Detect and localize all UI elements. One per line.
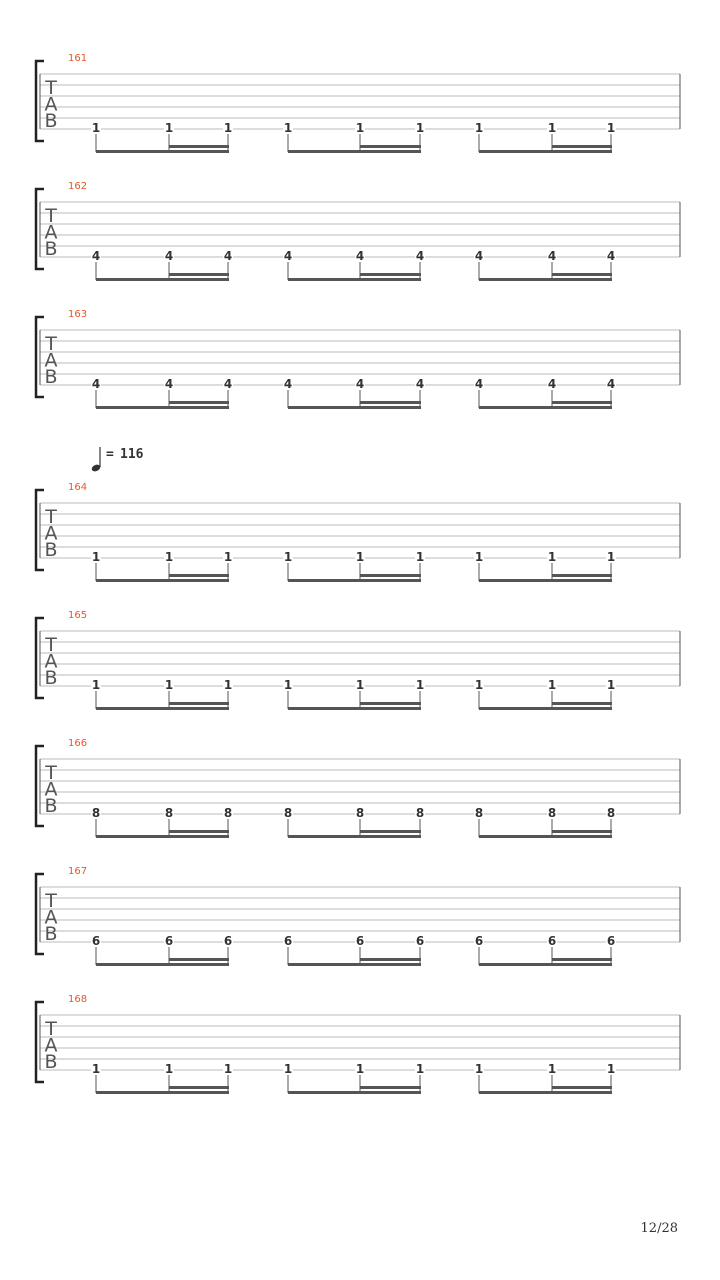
eighth-beam bbox=[96, 406, 229, 409]
fret-number: 4 bbox=[606, 249, 616, 263]
fret-number: 1 bbox=[164, 121, 174, 135]
tab-clef-letter: B bbox=[44, 923, 58, 945]
eighth-beam bbox=[479, 835, 612, 838]
fret-number: 4 bbox=[415, 249, 425, 263]
fret-number: 1 bbox=[91, 678, 101, 692]
tab-system bbox=[36, 738, 680, 838]
fret-number: 1 bbox=[91, 121, 101, 135]
fret-number: 1 bbox=[474, 1062, 484, 1076]
quarter-note-icon bbox=[91, 447, 102, 473]
eighth-beam bbox=[96, 1091, 229, 1094]
sixteenth-beam bbox=[360, 1086, 421, 1089]
fret-number: 1 bbox=[606, 121, 616, 135]
sixteenth-beam bbox=[360, 574, 421, 577]
fret-number: 4 bbox=[283, 249, 293, 263]
bar-number: 161 bbox=[68, 53, 88, 64]
eighth-beam bbox=[479, 278, 612, 281]
sixteenth-beam bbox=[552, 574, 612, 577]
fret-number: 1 bbox=[223, 1062, 233, 1076]
fret-number: 8 bbox=[223, 806, 233, 820]
tab-clef-letter: A bbox=[44, 650, 58, 673]
sixteenth-beam bbox=[360, 145, 421, 148]
eighth-beam bbox=[288, 963, 421, 966]
tab-clef-letter: A bbox=[44, 778, 58, 801]
fret-number: 1 bbox=[164, 550, 174, 564]
fret-number: 8 bbox=[547, 806, 557, 820]
sixteenth-beam bbox=[360, 830, 421, 833]
fret-number: 1 bbox=[547, 678, 557, 692]
fret-number: 6 bbox=[415, 934, 425, 948]
fret-number: 8 bbox=[474, 806, 484, 820]
fret-number: 6 bbox=[355, 934, 365, 948]
tab-clef-letter: A bbox=[44, 93, 58, 116]
fret-number: 4 bbox=[547, 377, 557, 391]
fret-number: 6 bbox=[606, 934, 616, 948]
tab-clef-letter: A bbox=[44, 221, 58, 244]
tab-clef-letter: B bbox=[44, 795, 58, 817]
fret-number: 4 bbox=[91, 249, 101, 263]
sixteenth-beam bbox=[169, 958, 229, 961]
eighth-beam bbox=[96, 579, 229, 582]
fret-number: 1 bbox=[474, 550, 484, 564]
sixteenth-beam bbox=[169, 574, 229, 577]
sixteenth-beam bbox=[552, 830, 612, 833]
fret-number: 6 bbox=[283, 934, 293, 948]
tab-system bbox=[36, 994, 680, 1094]
sixteenth-beam bbox=[169, 273, 229, 276]
tab-clef-letter: T bbox=[45, 890, 57, 912]
fret-number: 1 bbox=[283, 678, 293, 692]
tab-clef-letter: B bbox=[44, 1051, 58, 1073]
fret-number: 1 bbox=[606, 678, 616, 692]
page-number: 12/28 bbox=[640, 1221, 678, 1236]
eighth-beam bbox=[96, 278, 229, 281]
tab-clef-letter: A bbox=[44, 349, 58, 372]
sixteenth-beam bbox=[360, 702, 421, 705]
eighth-beam bbox=[96, 963, 229, 966]
eighth-beam bbox=[479, 150, 612, 153]
fret-number: 1 bbox=[606, 1062, 616, 1076]
eighth-beam bbox=[288, 406, 421, 409]
tab-clef-letter: B bbox=[44, 539, 58, 561]
fret-number: 1 bbox=[164, 678, 174, 692]
tab-clef-letter: T bbox=[45, 77, 57, 99]
tab-system bbox=[36, 482, 680, 582]
fret-number: 1 bbox=[415, 1062, 425, 1076]
tab-clef-letter: T bbox=[45, 1018, 57, 1040]
fret-number: 4 bbox=[474, 377, 484, 391]
fret-number: 1 bbox=[223, 121, 233, 135]
sixteenth-beam bbox=[552, 401, 612, 404]
fret-number: 4 bbox=[223, 377, 233, 391]
bar-number: 162 bbox=[68, 181, 88, 192]
bar-number: 167 bbox=[68, 866, 88, 877]
fret-number: 1 bbox=[223, 550, 233, 564]
fret-number: 6 bbox=[91, 934, 101, 948]
tab-system bbox=[36, 610, 680, 710]
bar-number: 168 bbox=[68, 994, 88, 1005]
sixteenth-beam bbox=[169, 145, 229, 148]
fret-number: 1 bbox=[91, 550, 101, 564]
fret-number: 1 bbox=[355, 1062, 365, 1076]
sixteenth-beam bbox=[169, 1086, 229, 1089]
bar-number: 164 bbox=[68, 482, 88, 493]
bar-number: 165 bbox=[68, 610, 88, 621]
fret-number: 8 bbox=[355, 806, 365, 820]
fret-number: 4 bbox=[283, 377, 293, 391]
sixteenth-beam bbox=[552, 273, 612, 276]
tab-clef-letter: A bbox=[44, 522, 58, 545]
sixteenth-beam bbox=[360, 401, 421, 404]
fret-number: 6 bbox=[474, 934, 484, 948]
eighth-beam bbox=[479, 1091, 612, 1094]
tab-clef-letter: B bbox=[44, 366, 58, 388]
fret-number: 8 bbox=[283, 806, 293, 820]
fret-number: 4 bbox=[547, 249, 557, 263]
fret-number: 4 bbox=[164, 249, 174, 263]
tab-clef-letter: T bbox=[45, 634, 57, 656]
eighth-beam bbox=[479, 707, 612, 710]
tab-system bbox=[36, 866, 680, 966]
fret-number: 1 bbox=[415, 550, 425, 564]
eighth-beam bbox=[288, 1091, 421, 1094]
fret-number: 1 bbox=[415, 121, 425, 135]
sixteenth-beam bbox=[169, 830, 229, 833]
eighth-beam bbox=[288, 150, 421, 153]
tempo-value: 116 bbox=[120, 447, 144, 462]
eighth-beam bbox=[288, 707, 421, 710]
fret-number: 1 bbox=[606, 550, 616, 564]
tab-clef-letter: B bbox=[44, 110, 58, 132]
sixteenth-beam bbox=[360, 958, 421, 961]
eighth-beam bbox=[479, 406, 612, 409]
tab-clef-letter: B bbox=[44, 238, 58, 260]
eighth-beam bbox=[96, 150, 229, 153]
fret-number: 1 bbox=[415, 678, 425, 692]
fret-number: 1 bbox=[283, 550, 293, 564]
tab-clef-letter: T bbox=[45, 205, 57, 227]
tempo-marking bbox=[91, 447, 144, 473]
fret-number: 6 bbox=[547, 934, 557, 948]
bar-number: 163 bbox=[68, 309, 88, 320]
sixteenth-beam bbox=[552, 958, 612, 961]
eighth-beam bbox=[288, 278, 421, 281]
fret-number: 8 bbox=[415, 806, 425, 820]
eighth-beam bbox=[96, 707, 229, 710]
fret-number: 4 bbox=[91, 377, 101, 391]
fret-number: 6 bbox=[223, 934, 233, 948]
fret-number: 1 bbox=[547, 121, 557, 135]
fret-number: 4 bbox=[223, 249, 233, 263]
sixteenth-beam bbox=[552, 145, 612, 148]
tab-clef-letter: T bbox=[45, 333, 57, 355]
bar-number: 166 bbox=[68, 738, 88, 749]
fret-number: 4 bbox=[415, 377, 425, 391]
fret-number: 1 bbox=[283, 121, 293, 135]
tab-system bbox=[36, 309, 680, 409]
fret-number: 6 bbox=[164, 934, 174, 948]
tab-system bbox=[36, 181, 680, 281]
fret-number: 8 bbox=[606, 806, 616, 820]
fret-number: 1 bbox=[164, 1062, 174, 1076]
fret-number: 1 bbox=[474, 678, 484, 692]
tab-clef-letter: A bbox=[44, 1034, 58, 1057]
fret-number: 4 bbox=[355, 377, 365, 391]
fret-number: 1 bbox=[474, 121, 484, 135]
eighth-beam bbox=[288, 835, 421, 838]
tab-clef-letter: B bbox=[44, 667, 58, 689]
fret-number: 1 bbox=[223, 678, 233, 692]
fret-number: 1 bbox=[547, 1062, 557, 1076]
fret-number: 1 bbox=[355, 678, 365, 692]
tab-clef-letter: A bbox=[44, 906, 58, 929]
sixteenth-beam bbox=[360, 273, 421, 276]
fret-number: 8 bbox=[91, 806, 101, 820]
fret-number: 8 bbox=[164, 806, 174, 820]
tempo-equals: = bbox=[106, 447, 114, 462]
fret-number: 1 bbox=[91, 1062, 101, 1076]
tab-clef-letter: T bbox=[45, 506, 57, 528]
eighth-beam bbox=[479, 963, 612, 966]
fret-number: 1 bbox=[355, 550, 365, 564]
fret-number: 1 bbox=[547, 550, 557, 564]
fret-number: 4 bbox=[164, 377, 174, 391]
fret-number: 4 bbox=[355, 249, 365, 263]
tab-system bbox=[36, 53, 680, 153]
fret-number: 1 bbox=[283, 1062, 293, 1076]
sixteenth-beam bbox=[552, 1086, 612, 1089]
fret-number: 1 bbox=[355, 121, 365, 135]
eighth-beam bbox=[288, 579, 421, 582]
eighth-beam bbox=[96, 835, 229, 838]
tab-clef-letter: T bbox=[45, 762, 57, 784]
sixteenth-beam bbox=[552, 702, 612, 705]
fret-number: 4 bbox=[606, 377, 616, 391]
sixteenth-beam bbox=[169, 702, 229, 705]
sixteenth-beam bbox=[169, 401, 229, 404]
eighth-beam bbox=[479, 579, 612, 582]
fret-number: 4 bbox=[474, 249, 484, 263]
